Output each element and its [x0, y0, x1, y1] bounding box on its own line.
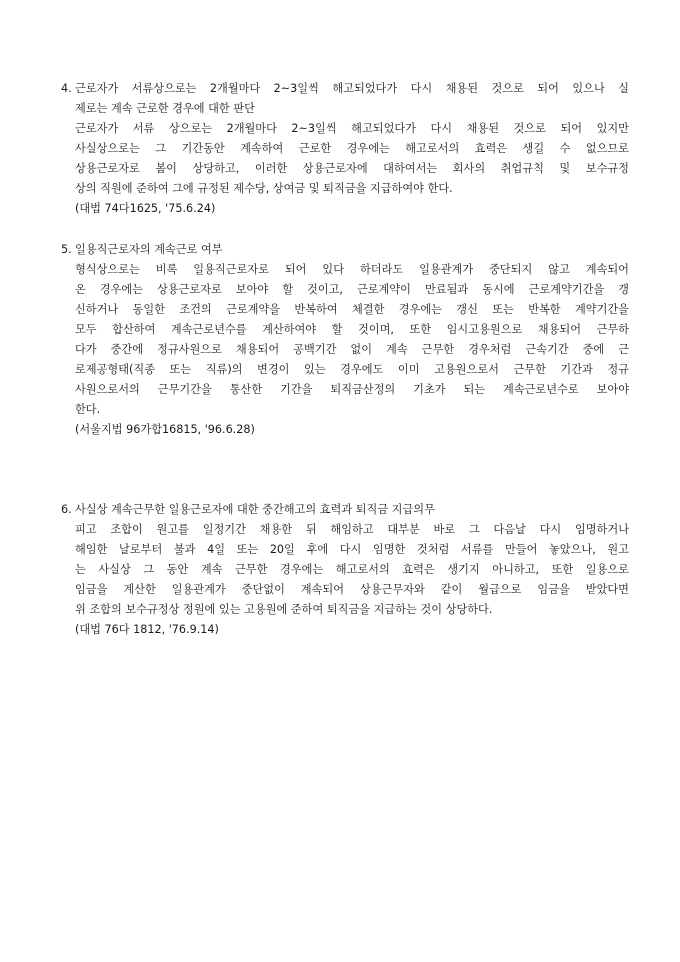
- section-heading-continued: 제로는 계속 근로한 경우에 대한 판단: [75, 102, 255, 115]
- section-heading-text: 사실상 계속근무한 일용근로자에 대한 중간해고의 효력과 퇴직금 지급의무: [75, 503, 435, 516]
- paragraph-line: 상의 직원에 준하여 그에 규정된 제수당, 상여금 및 퇴직금을 지급하여야 한다.: [75, 182, 453, 195]
- section-5: [61, 240, 629, 440]
- paragraph-line: 상용근로자로 봄이 상당하고, 이러한 상용근로자에 대하여서는 회사의 취업규칙 및 보수규정: [75, 162, 629, 175]
- paragraph-line: 해임한 날로부터 불과 4일 또는 20일 후에 다시 임명한 것처럼 서류를 만들어 놓았으나, 원고: [75, 543, 629, 556]
- paragraph-line: 위 조합의 보수규정상 정원에 있는 고용원에 준하여 퇴직금을 지급하는 것이 상당하다.: [75, 603, 493, 616]
- section-4: [61, 79, 629, 219]
- section-heading: [61, 500, 629, 520]
- paragraph-line: 사실상으로는 그 기간동안 계속하여 근로한 경우에는 해고로서의 효력은 생길 수 없으므로: [75, 142, 629, 155]
- section-heading: [61, 240, 629, 260]
- case-citation: (대법 74다1625, '75.6.24): [75, 202, 216, 215]
- paragraph-line: 온 경우에는 상용근로자로 보아야 할 것이고, 근로계약이 만료됨과 동시에 근로계약기간을 갱: [75, 283, 629, 296]
- paragraph-line: 근로자가 서류 상으로는 2개월마다 2~3일씩 해고되었다가 다시 채용된 것으로 되어 있지만: [75, 122, 629, 135]
- paragraph-line: 로제공형태(직종 또는 직류)의 변경이 있는 경우에도 이미 고용원으로서 근무한 기간과 정규: [75, 363, 629, 376]
- section-number: 5.: [61, 243, 72, 256]
- paragraph-line: 다가 중간에 정규사원으로 채용되어 공백기간 없이 계속 근무한 경우처럼 근속기간 중에 근: [75, 343, 629, 356]
- section-number: 6.: [61, 503, 72, 516]
- paragraph-line: 임금을 계산한 일용관계가 중단없이 계속되어 상용근무자와 같이 월급으로 임금을 받았다면: [75, 583, 629, 596]
- section-heading-text: 근로자가 서류상으로는 2개월마다 2~3일씩 해고되었다가 다시 채용된 것으로 되어 있으나 실: [75, 82, 629, 95]
- case-citation: (대법 76다 1812, '76.9.14): [75, 623, 219, 636]
- paragraph-line: 한다.: [75, 403, 101, 416]
- section-number: 4.: [61, 82, 72, 95]
- section-heading-text: 일용직근로자의 계속근로 여부: [75, 243, 223, 256]
- paragraph-line: 는 사실상 그 동안 계속 근무한 경우에는 해고로서의 효력은 생기지 아니하고, 또한 일용으로: [75, 563, 629, 576]
- section-6: [61, 500, 629, 640]
- paragraph-line: 피고 조합이 원고를 일정기간 채용한 뒤 해임하고 대부분 바로 그 다음날 다시 임명하거나: [75, 523, 629, 536]
- paragraph-line: 사원으로서의 근무기간을 통산한 기간을 퇴직금산정의 기초가 되는 계속근로년수로 보아야: [75, 383, 629, 396]
- section-heading: [61, 79, 629, 99]
- paragraph-line: 신하거나 동일한 조건의 근로계약을 반복하여 체결한 경우에는 갱신 또는 반복한 계약기간을: [75, 303, 629, 316]
- paragraph-line: 형식상으로는 비록 일용직근로자로 되어 있다 하더라도 일용관계가 중단되지 않고 계속되어: [75, 263, 629, 276]
- case-citation: (서울지법 96가합16815, '96.6.28): [75, 423, 255, 436]
- paragraph-line: 모두 합산하여 계속근로년수를 계산하여야 할 것이며, 또한 임시고용원으로 채용되어 근무하: [75, 323, 629, 336]
